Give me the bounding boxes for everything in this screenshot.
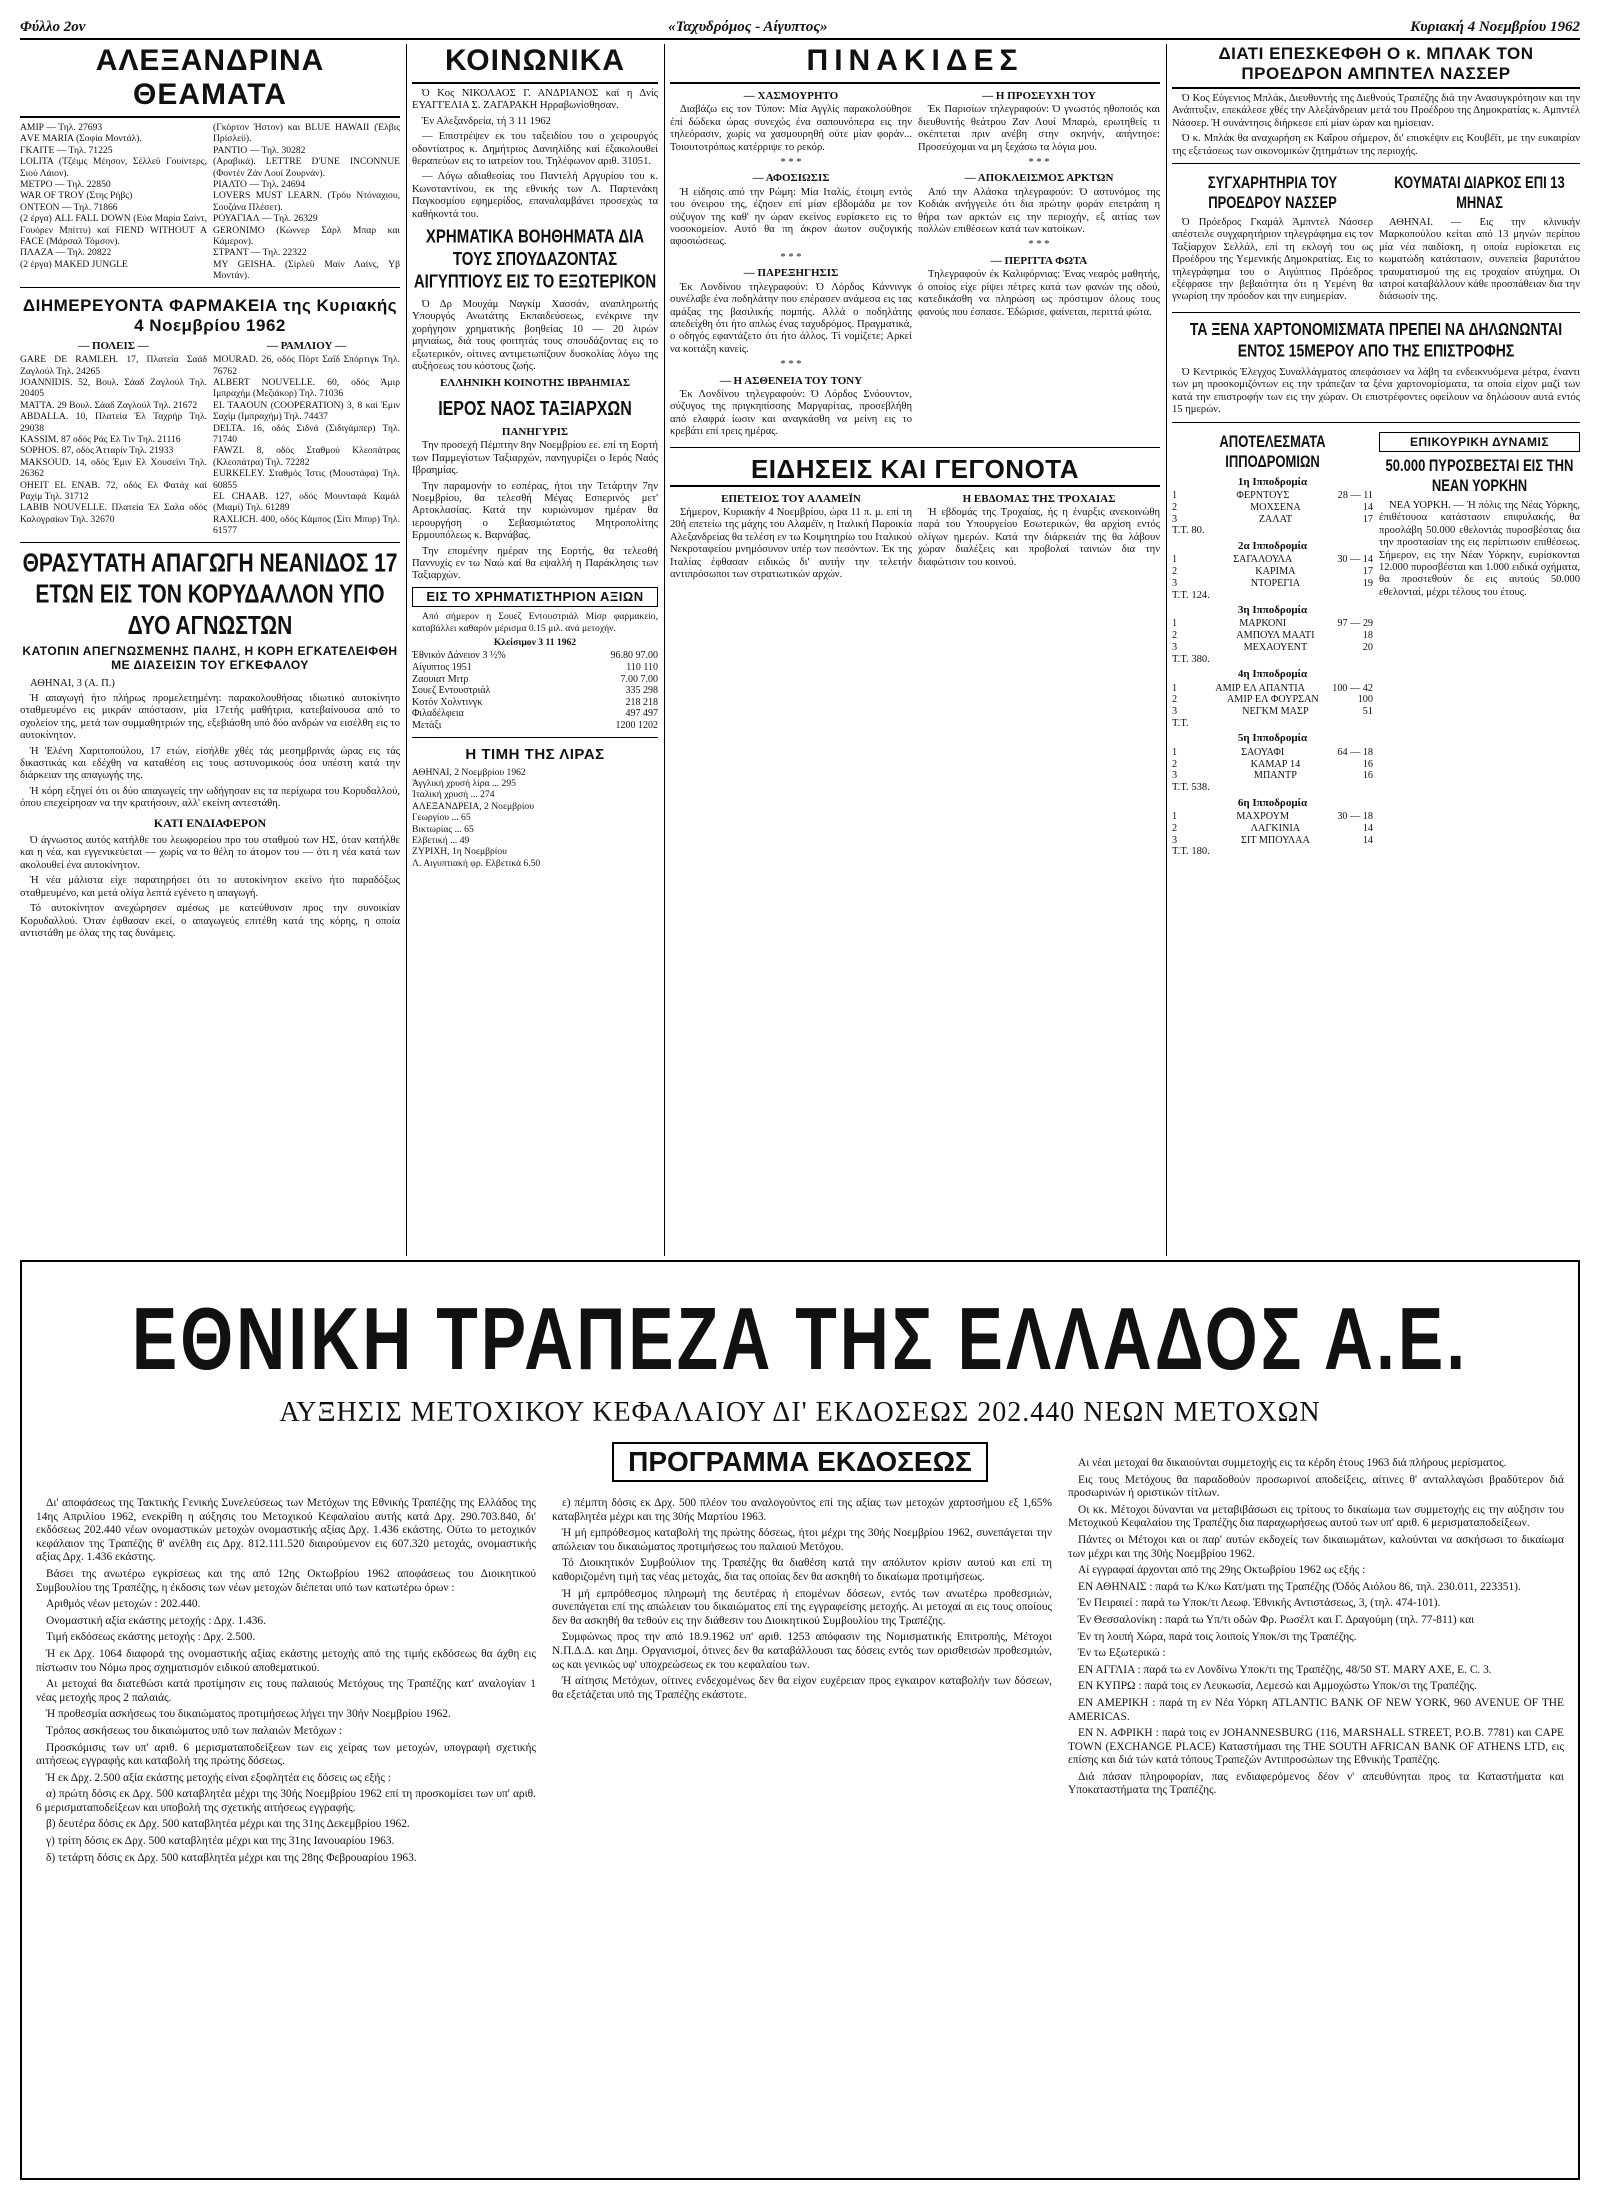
race-position: 2 bbox=[1172, 758, 1178, 770]
race-row bbox=[1172, 566, 1373, 578]
races-headline: ΑΠΟΤΕΛΕΣΜΑΤΑ ΙΠΠΟΔΡΟΜΙΩΝ bbox=[1219, 431, 1326, 471]
pharmacy-entry: RAXLICH. 400, οδός Κάμπος (Σίτι Μπυρ) Τηλ. 61577 bbox=[213, 513, 400, 537]
terms-paragraph: Τό Διοικητικόν Συμβούλιον της Τραπέζης θα διαθέση κατά την απόλυτον κρίσιν αυτού και επί τη καθοριζομένη τιμή τας νέας μετοχάς, δια τας οποίας δεν θα ασκηθή το δικαίωμα προτιμήσεως. bbox=[552, 1557, 1052, 1583]
terms-paragraph: Ή μή εμπρόθεσμος πληρωμή της δευτέρας ή επομένων δόσεων, εντός των ανωτέρω προθεσμιών, συνεπάγεται επί της απώλειαν του δικαιώματος επί της εγγραφείσης μετοχής. Αι μετοχαί αι εις τους οποίους δεν θα ασκηθή θα τεθούν εις την διάθεσιν του Διοικητικού Συμβουλίου της Τραπέζης. bbox=[552, 1587, 1052, 1627]
market-security: Έθνικόν Δάνειον 3 ½% bbox=[412, 650, 506, 662]
gold-price-line: ΑΛΕΞΑΝΔΡΕΙΑ, 2 Νοεμβρίου bbox=[412, 800, 534, 812]
race-odds: 19 bbox=[1362, 577, 1373, 589]
race-odds: 20 bbox=[1362, 641, 1373, 653]
cinema-entry: MY GEISHA. (Σίρλεϋ Μαίν Λαίνς, Υβ Μοντάν). bbox=[213, 258, 400, 282]
race-position: 1 bbox=[1172, 489, 1178, 501]
race-heading: 3η Ιπποδρομία bbox=[1237, 603, 1308, 616]
race-horse: ΑΜΙΡ ΕΛ ΦΟΥΡΣΑΝ bbox=[1226, 694, 1319, 706]
race-position: 2 bbox=[1172, 694, 1178, 706]
terms-paragraph: ΕΝ ΑΘΗΝΑΙΣ : παρά τω Κ/κω Κατ/ματι της Τραπέζης (Όδός Αιόλου 86, τηλ. 230.011, 223351). bbox=[1078, 1580, 1521, 1593]
market-security: Ζαουιατ Μιτρ bbox=[412, 673, 469, 685]
race-tote: Τ.Τ. 124. bbox=[1172, 589, 1210, 601]
upper-section bbox=[20, 44, 1580, 1256]
race-position: 3 bbox=[1172, 834, 1178, 846]
terms-paragraph: Αριθμός νέων μετοχών : 202.440. bbox=[46, 1598, 201, 1611]
market-security: Φιλαδέλφεια bbox=[412, 708, 464, 720]
article-paragraph: Ό κ. Μπλάκ θα αναχωρήση εκ Καΐρου σήμερον, δι' επισκέψιν εις Κουβέϊτ, με την ευκαιρίαν της εξετάσεως των οικονομικών ζητημάτων της περιοχής. bbox=[1172, 133, 1580, 157]
race-odds: 16 bbox=[1362, 770, 1373, 782]
notice-separator: * * * bbox=[1028, 157, 1050, 169]
notices-right bbox=[918, 88, 1160, 442]
cinema-entry: ΓΚΑΙΤΕ — Τηλ. 71225 bbox=[20, 144, 113, 156]
race-row bbox=[1172, 514, 1373, 526]
notice-text: Έκ Λονδίνου τηλεγραφούν: Ό Λόρδος Κάννινγκ συνέλαβε ένα ποδηλάτην που επέρασεν ανάμεσα εις τας αμάξας της βασιλικής πομπής. Αλλά ο ποδηλάτης απεδείχθη ότι ήτο απλώς ένας ταχυδρόμος. Πραγματικά, ο οδηγός εφαντάζετο ότι ήτο άλλος. Τί νομίζετε; Αρκεί να κοιτάξη κανείς. bbox=[670, 281, 912, 355]
race-row bbox=[1172, 811, 1373, 823]
notices-title: ΠΙΝΑΚΙΔΕΣ bbox=[670, 44, 1160, 84]
terms-paragraph: ΕΝ ΑΜΕΡΙΚΗ : παρά τη εν Νέα Υόρκη ATLANTIC BANK OF NEW YORK, 960 AVENUE OF THE AMERICAS. bbox=[1068, 1696, 1564, 1723]
market-row bbox=[412, 708, 658, 720]
race-row bbox=[1172, 823, 1373, 835]
race-position: 2 bbox=[1172, 501, 1178, 513]
traffic-article: Ή εβδομάς της Τροχαίας, ής η έναρξις ανεκοινώθη παρά του Υπουργείου Εσωτερικών, θα αρχίση εντός ολίγων ημερών. Κατά την διάρκειάν της θα λάβουν χώραν διαλέξεις και προβολαί ταινιών δια την διαφώτισιν του κοινού. bbox=[918, 506, 1160, 568]
issue-program-label: ΠΡΟΓΡΑΜΜΑ ΕΚΔΟΣΕΩΣ bbox=[612, 1442, 988, 1482]
pharmacy-entry: EL TAAOUN (COOPERATION) 3, 8 καί Έμιν Σαχίμ (Ιμπραχήμ) Τηλ. 74437 bbox=[213, 399, 400, 423]
article-paragraph: Την παραμονήν το εσπέρας, ήτοι την Τετάρτην 7ην Νοεμβρίου, θα τελεσθή Μέγας Εσπερινός μετ' Αρτοκλασίας. Κατά την κυριώνυμον ημέραν θα ιερουργήση ο Σεβασμιώτατος Μητροπολίτης Ερμουπόλεως κ. Βαρνάβας. bbox=[412, 480, 658, 542]
traffic-heading: Η ΕΒΔΟΜΑΣ ΤΗΣ ΤΡΟΧΑΙΑΣ bbox=[962, 492, 1116, 505]
race-position: 3 bbox=[1172, 706, 1178, 718]
race-row bbox=[1172, 554, 1373, 566]
terms-paragraph: Πάντες οι Μέτοχοι και οι παρ' αυτών εκδοχείς των δικαιωμάτων, καλούνται να ασκήσωσι το δικαίωμα των μέχρι και της 30ής Νοεμβρίου 1962. bbox=[1068, 1533, 1564, 1560]
notice-heading: — ΑΦΟΣΙΩΣΙΣ bbox=[752, 172, 830, 185]
pharmacy-entry: SOPHOS. 87, οδός Άτταρίν Τηλ. 21933 bbox=[20, 445, 174, 457]
terms-paragraph: Έν Θεσσαλονίκη : παρά τω Υπ/τι οδών Φρ. Ρωσέλτ και Γ. Δραγούμη (τηλ. 77-811) και bbox=[1078, 1613, 1475, 1626]
race-horse: ΜΑΧΡΟΥΜ bbox=[1236, 810, 1290, 822]
race-tote: Τ.Τ. 80. bbox=[1172, 525, 1205, 537]
race-row bbox=[1172, 694, 1373, 706]
terms-paragraph: δ) τετάρτη δόσις εκ Δρχ. 500 καταβλητέα μέχρι και της 28ης Φεβρουαρίου 1963. bbox=[46, 1851, 417, 1864]
aid-headline: ΧΡΗΜΑΤΙΚΑ ΒΟΗΘΗΜΑΤΑ ΔΙΑ ΤΟΥΣ ΣΠΟΥΔΑΖΟΝΤΑΣ ΑΙΓΥΠΤΙΟΥΣ ΕΙΣ ΤΟ ΕΞΩΤΕΡΙΚΟΝ bbox=[413, 226, 657, 293]
notice-heading: — Η ΠΡΟΣΕΥΧΗ ΤΟΥ bbox=[982, 90, 1096, 102]
race-row bbox=[1172, 578, 1373, 590]
bank-terms-col3 bbox=[1068, 1457, 1564, 2157]
newspaper-page bbox=[20, 10, 1580, 2180]
bank-subtitle: ΑΥΞΗΣΙΣ ΜΕΤΟΧΙΚΟΥ ΚΕΦΑΛΑΙΟΥ ΔΙ' ΕΚΔΟΣΕΩΣ 202.440 ΝΕΩΝ ΜΕΤΟΧΩΝ bbox=[279, 1397, 1321, 1428]
race-odds: 100 bbox=[1357, 694, 1373, 706]
terms-paragraph: Συμφώνως προς την από 18.9.1962 υπ' αριθ. 1253 απόφασιν της Νομισματικής Επιτροπής, Μέτοχοι Ν.Π.Δ.Δ. και Δημ. Οργανισμοί, ότινες δεν θα καταβάλλουσι τας δόσεις εντός των ορισθεισών προθεσμιών, ως και γενικώς υφ' υποχρεώσεως εκ του κεφαλαίου των. bbox=[552, 1631, 1052, 1671]
social-item: — Λόγω αδιαθεσίας του Παντελή Αργυρίου του κ. Κωνσταντίνου, εκ της εθνικής των Λ. Παρτενάκη Παγκοσμίου εφημερίδος, επαναλαμβάνει προσεχώς τα καθήκοντά του. bbox=[412, 171, 658, 220]
market-security: Μετάξι bbox=[412, 719, 442, 731]
race-position: 1 bbox=[1172, 810, 1178, 822]
pharmacy-entry: MAKSOUD. 14, οδός Έμιν Ελ Χουσεϊνι Τηλ. 26362 bbox=[20, 456, 207, 480]
race-odds: 14 bbox=[1362, 822, 1373, 834]
notice-heading: — ΠΑΡΕΞΗΓΗΣΙΣ bbox=[743, 267, 839, 280]
issue-date: Κυριακή 4 Νοεμβρίου 1962 bbox=[1410, 19, 1580, 35]
market-row bbox=[412, 685, 658, 697]
race-horse: ΝΕΓΚΜ ΜΑΣΡ bbox=[1242, 706, 1309, 718]
article-paragraph: Ή απαγωγή ήτο πλήρως προμελετημένη: παρακολουθήσας ιδιωτικό αυτοκίνητο σταθμευμένο εις μικράν απόστασιν, μία 17ετής μαθήτρια, κατεβαίνουσα από το σχολείον της, μετά των συμμαθητριών της, εξεβιάσθη υπό δύο ανδρών να εισέλθη εις το αυτοκίνητον. bbox=[20, 693, 400, 742]
article-paragraph: Ό Κος Εύγενιος Μπλάκ, Διευθυντής της Διεθνούς Τραπέζης διά την Ανασυγκρότησιν και την Ανάπτυξιν, επεκάλεσε χθές την Αλεξάνδρειαν μετά του Προέδρου της Δημοκρατίας κ. Αμπντέλ Νάσσερ. Ή συνάντησις διήρκεσε επί μίαν ώραν και ημίσειαν. bbox=[1172, 93, 1580, 129]
column-notices bbox=[670, 44, 1160, 1256]
race-heading: 6η Ιπποδρομία bbox=[1237, 796, 1308, 809]
firemen-article: ΝΕΑ ΥΟΡΚΗ. — Ή πόλις της Νέας Υόρκης, έπιθέτουσα κατάστασιν επιφυλακής, θα προσλάβη 50.000 εθελοντάς πυροσβέστας δια την προστασίαν της εις περίπτωσιν επιθέσεως. Σήμερον, εις την Νέαν Υόρκην, ευρίσκονται 12.000 πυροσβέσται και 1.000 ειδικά οχήματα, θα προστεθούν δε εις αυτούς 50.000 εθελονταί, μέχρι τέλους του έτους. bbox=[1379, 499, 1580, 598]
cinema-entry: (Αραβικά). LETTRE D'UNE INCONNUE (Φοντέν Ζάν Λουί Ζουρνάν). bbox=[213, 156, 400, 179]
market-price: 96.80 97.00 bbox=[610, 650, 658, 662]
cinema-entry: LOLITA (Τζέιμς Μέησον, Σέλλεϋ Γουίντερς, Σιού Λάιον). bbox=[20, 156, 207, 179]
gold-price-line: Ελβετική ... 49 bbox=[412, 835, 470, 846]
cinema-entry: ΠΛΑΖΑ — Τηλ. 20822 bbox=[20, 247, 112, 259]
race-odds: 17 bbox=[1362, 513, 1373, 525]
social-item: Ό Κος ΝΙΚΟΛΑΟΣ Γ. ΑΝΔΡΙΑΝΟΣ καί η Δνίς ΕΥΑΓΓΕΛΙΑ Σ. ΖΑΓΑΡΑΚΗ Ηρραβωνίσθησαν. bbox=[412, 88, 658, 112]
race-horse: ΜΠΑΝΤΡ bbox=[1253, 770, 1297, 782]
abduction-subheadline: ΚΑΤΟΠΙΝ ΑΠΕΓΝΩΣΜΕΝΗΣ ΠΑΛΗΣ, Η ΚΟΡΗ ΕΓΚΑΤΕΛΕΙΦΘΗ ΜΕ ΔΙΑΣΕΙΣΙΝ ΤΟΥ ΕΓΚΕΦΑΛΟΥ bbox=[22, 643, 398, 672]
running-header bbox=[20, 10, 1580, 40]
article-paragraph: ΑΘΗΝΑΙ, 3 (Α. Π.) bbox=[30, 677, 115, 689]
race-position: 1 bbox=[1172, 682, 1178, 694]
cinema-entry: ΑΜΙΡ — Τηλ. 27693 bbox=[20, 122, 103, 133]
race-horse: ΑΜΠΟΥΛ ΜΑΑΤΙ bbox=[1236, 630, 1315, 642]
pharmacy-entry: ALBERT NOUVELLE. 60, οδός Άμιρ Ιμπραχήμ (Μεζιάκορ) Τηλ. 71036 bbox=[213, 376, 400, 400]
article-paragraph: Ή 'Ελένη Χαριτοπούλου, 17 ετών, είσήλθε χθές τάς μεσημβρινάς ώρας εις τάς δικαστικάς και εδέχθη να καταθέση εις τους αστυνομικούς όσα υπέστη κατά την διάρκειαν της απαγωγής της. bbox=[20, 745, 400, 782]
pharmacy-entry: KASSIM. 87 οδός Ράς Ελ Τιν Τηλ. 21116 bbox=[20, 433, 181, 445]
terms-paragraph: γ) τρίτη δόσις εκ Δρχ. 500 καταβλητέα μέχρι και της 31ης Ιανουαρίου 1963. bbox=[46, 1835, 395, 1848]
social-title: ΚΟΙΝΩΝΙΚΑ bbox=[412, 44, 658, 84]
coma-headline: ΚΟΥΜΑΤΑΙ ΔΙΑΡΚΟΣ ΕΠΙ 13 ΜΗΝΑΣ bbox=[1394, 173, 1565, 212]
race-odds: 18 bbox=[1362, 630, 1373, 642]
church-article bbox=[412, 440, 658, 582]
race-position: 3 bbox=[1172, 770, 1178, 782]
pharmacy-entry: FAWZI. 8, οδός Σταθμού Κλεοπάτρας (Κλεοπάτρα) Τηλ. 72282 bbox=[213, 445, 400, 468]
aid-article bbox=[412, 299, 658, 373]
race-row bbox=[1172, 502, 1373, 514]
terms-paragraph: Ονομαστική αξία εκάστης μετοχής : Δρχ. 1.436. bbox=[46, 1614, 266, 1627]
race-horse: ΑΜΙΡ ΕΛ ΑΠΑΝΤΙΑ bbox=[1215, 682, 1305, 694]
market-table bbox=[412, 650, 658, 731]
abduction-article-cont bbox=[20, 835, 400, 940]
cinema-entry: ΡΙΑΛΤΟ — Τηλ. 24694 bbox=[213, 179, 306, 191]
notice-separator: * * * bbox=[1028, 239, 1050, 251]
cinema-listings bbox=[20, 122, 400, 282]
market-price: 110 110 bbox=[626, 662, 658, 673]
terms-paragraph: ΕΝ ΚΥΠΡΩ : παρά τοις εν Λευκωσία, Λεμεσώ και Αμμοχώστω Υποκ/σι της Τραπέζης. bbox=[1078, 1680, 1477, 1693]
market-price: 335 298 bbox=[625, 685, 658, 697]
terms-paragraph: Έν τη λοιπή Χώρα, παρά τοις λοιποίς Υποκ/σι της Τραπέζης. bbox=[1078, 1630, 1357, 1643]
abduction-headline: ΘΡΑΣΥΤΑΤΗ ΑΠΑΓΩΓΗ ΝΕΑΝΙΔΟΣ 17 ΕΤΩΝ ΕΙΣ ΤΟΝ ΚΟΡΥΔΑΛΛΟΝ ΥΠΟ ΔΥΟ ΑΓΝΩΣΤΩΝ bbox=[22, 548, 398, 640]
currency-article: Ό Κεντρικός Έλεγχος Συναλλάγματος απεφάσισεν να λάβη τα ενδεικνυόμενα μέτρα, έναντι των μη προσκομιζόντων εις την τράπεζαν τα ξένα χαρτονομίσματα, τα οποία είχον μαζί των κατά την επιστροφήν των εις την χώραν. Οι επιστρέφοντες οφείλουν να δηλώσουν αυτά εντός 15 ημερών. bbox=[1172, 366, 1580, 416]
cinema-list-left bbox=[20, 122, 207, 282]
community-heading: ΕΛΛΗΝΙΚΗ ΚΟΙΝΟΤΗΣ ΙΒΡΑΗΜΙΑΣ bbox=[439, 376, 631, 389]
market-intro: Από σήμερον η Σουεζ Εντουστριάλ Μίσρ φαρμακείο, καταβάλλει καθαρόν μέρισμα 0.15 μιλ. ανά μετοχήν. bbox=[412, 611, 658, 634]
notices-left bbox=[670, 88, 912, 442]
race-heading: 4η Ιπποδρομία bbox=[1237, 668, 1308, 681]
social-item: Έν Αλεξανδρεία, τή 3 11 1962 bbox=[422, 115, 551, 127]
terms-paragraph: Έν τω Εξωτερικώ : bbox=[1078, 1647, 1166, 1660]
church-subheading: ΠΑΝΗΓΥΡΙΣ bbox=[501, 425, 569, 438]
cinema-entry: GERONIMO (Κώννερ Σάρλ Μπαρ και Κάμερον). bbox=[213, 224, 400, 248]
terms-paragraph: ε) πέμπτη δόσις εκ Δρχ. 500 πλέον του αναλογούντος επί της αξίας των μετοχών χαρτοσήμου εξ 1,65% καταβλητέα μέχρι και της 30ής Μαρτίου 1963. bbox=[552, 1497, 1052, 1523]
masthead-name: «Ταχυδρόμος - Αίγυπτος» bbox=[668, 19, 828, 35]
congrats-headline: ΣΥΓΧΑΡΗΤΗΡΙΑ ΤΟΥ ΠΡΟΕΔΡΟΥ ΝΑΣΣΕΡ bbox=[1207, 173, 1338, 212]
race-horse: ΝΤΟΡΕΓΙΑ bbox=[1250, 577, 1301, 589]
race-results bbox=[1172, 476, 1373, 859]
pharmacy-entry: MATTA. 29 Βουλ. Σάαδ Ζαγλούλ Τηλ. 21672 bbox=[20, 399, 198, 411]
pharmacy-entry: EL CHAAB. 127, οδός Μουνταφά Καμάλ (Μιαμί) Τηλ. 61289 bbox=[213, 490, 400, 514]
race-tote: Τ.Τ. 380. bbox=[1172, 653, 1210, 665]
gold-price-line: Γεωργίου ... 65 bbox=[412, 812, 471, 824]
race-row bbox=[1172, 490, 1373, 502]
news-headline: ΕΙΔΗΣΕΙΣ ΚΑΙ ΓΕΓΟΝΟΤΑ bbox=[670, 453, 1160, 487]
race-position: 1 bbox=[1172, 618, 1178, 630]
race-tote: Τ.Τ. bbox=[1172, 717, 1189, 729]
race-horse: ΚΑΜΑΡ 14 bbox=[1250, 758, 1301, 770]
race-odds: 30 — 14 bbox=[1337, 554, 1373, 566]
race-tote: Τ.Τ. 538. bbox=[1172, 782, 1210, 794]
pharmacy-entry: GARE DE RAMLEH. 17, Πλατεία Σαάδ Ζαγλούλ Τηλ. 24265 bbox=[20, 354, 207, 377]
pharmacy-title: ΔΙΗΜΕΡΕΥΟΝΤΑ ΦΑΡΜΑΚΕΙΑ της Κυριακής 4 Νοεμβρίου 1962 bbox=[22, 295, 398, 335]
pharmacy-listings bbox=[20, 339, 400, 537]
race-odds: 97 — 29 bbox=[1337, 618, 1373, 630]
race-horse: ΜΑΡΚΟΝΙ bbox=[1239, 618, 1287, 630]
pharmacy-list-city bbox=[20, 354, 207, 525]
race-odds: 16 bbox=[1362, 758, 1373, 770]
gold-price-line: Λ. Αιγυπτιακή φρ. Ελβετικά 6.50 bbox=[412, 857, 541, 869]
market-row bbox=[412, 697, 658, 709]
race-odds: 100 — 42 bbox=[1332, 682, 1373, 694]
column-social bbox=[412, 44, 658, 1256]
article-paragraph: Την επομένην ημέραν της Εορτής, θα τελεσθή Παννυχίς εν τω Ναώ καί θα εψαλλή η Παράκλησις των Ταξιαρχών. bbox=[412, 545, 658, 582]
terms-paragraph: Προσκόμισις των υπ' αριθ. 6 μερισματαποδείξεων των εις χείρας των μετοχών, υπογραφή σχετικής αιτήσεως εγγραφής και καταβολή της πρώτης δόσεως. bbox=[36, 1741, 536, 1768]
currency-headline: ΤΑ ΞΕΝΑ ΧΑΡΤΟΝΟΜΙΣΜΑΤΑ ΠΡΕΠΕΙ ΝΑ ΔΗΛΩΝΩΝΤΑΙ ΕΝΤΟΣ 15ΜΕΡΟΥ ΑΠΟ ΤΗΣ ΕΠΙΣΤΡΟΦΗΣ bbox=[1189, 318, 1563, 360]
race-position: 2 bbox=[1172, 822, 1178, 834]
market-price: 218 218 bbox=[625, 696, 658, 708]
bank-title: ΕΘΝΙΚΗ ΤΡΑΠΕΖΑ ΤΗΣ ΕΛΛΑΔΟΣ Α.Ε. bbox=[131, 1289, 1469, 1389]
cyprus-headline: ΕΠΙΚΟΥΡΙΚΗ ΔΥΝΑΜΙΣ bbox=[1379, 432, 1580, 452]
cinema-entry: ΜΕΤΡΟ — Τηλ. 22850 bbox=[20, 179, 111, 191]
pharmacy-entry: ABDALLA. 10, Πλατεία Έλ Ταχρήρ Τηλ. 29038 bbox=[20, 411, 207, 434]
race-position: 1 bbox=[1172, 554, 1178, 566]
notice-text: Ή είδησις από την Ρώμη: Μία Ιταλίς, έτοιμη εντός του όνειρου της, έζησεν επί μίαν εβδομάδα με τον σύζυγον της καθ' ην ώραν εκείνος ευρίσκετο εις το νοσοκομείον. Αυτό θα πη άκρον άωτον συζυγικής αφοσιώσεως. bbox=[670, 186, 912, 248]
terms-paragraph: α) πρώτη δόσις εκ Δρχ. 500 καταβλητέα μέχρι της 30ής Νοεμβρίου 1962 επί τη προσκομίσει των υπ' αριθ. 6 μερισματαποδείξεων και υποβολή της σχετικής αιτήσεως εγγραφής. bbox=[36, 1788, 536, 1814]
pharmacy-entry: DELTA. 16, οδός Σιδνά (Σιδιγάμπερ) Τηλ. 71740 bbox=[213, 422, 400, 445]
article-paragraph: Ή κόρη εξηγεί ότι οι δύο απαγωγείς την ωδήγησαν εις τα περίχωρα του Κορυδαλλού, όπου επεχείρησαν να την κρατήσουν, αλλ' εκείνη αντεστάθη. bbox=[20, 785, 400, 810]
bank-terms-col1 bbox=[36, 1497, 536, 2197]
market-price: 497 497 bbox=[625, 708, 658, 720]
terms-paragraph: Τρόπος ασκήσεως του δικαιώματος υπό των παλαιών Μετόχων : bbox=[46, 1724, 343, 1737]
cinema-entry: (2 έργα) MAKED JUNGLE bbox=[20, 258, 128, 270]
market-security: Αίγυπτος 1951 bbox=[412, 662, 472, 673]
article-paragraph: Τό αυτοκίνητον ανεχώρησεν αμέσως με κατεύθυνσιν προς την συνοικίαν Κορυδαλλού. Όταν έφθασαν εκεί, ο απαγωγεύς επιτέθη κατά της κόρης, η οποία αντιστάθη με όλας της τας δυνάμεις. bbox=[20, 903, 400, 939]
cinema-entry: ΑVE MARIA (Σοφία Μοντάλ). bbox=[20, 133, 142, 145]
notice-heading: — Η ΑΣΘΕΝΕΙΑ ΤΟΥ ΤΟΝΥ bbox=[719, 374, 863, 387]
terms-paragraph: Ή προθεσμία ασκήσεως του δικαιώματος προτιμήσεως λήγει την 30ήν Νοεμβρίου 1962. bbox=[46, 1708, 451, 1721]
race-tote: Τ.Τ. 180. bbox=[1172, 846, 1210, 858]
cinema-list-right bbox=[213, 122, 400, 282]
race-position: 3 bbox=[1172, 577, 1178, 589]
church-headline: ΙΕΡΟΣ ΝΑΟΣ ΤΑΞΙΑΡΧΩΝ bbox=[438, 398, 632, 421]
race-horse: ΚΑΡΙΜΑ bbox=[1255, 565, 1296, 577]
race-position: 1 bbox=[1172, 746, 1178, 758]
market-price: 1200 1202 bbox=[615, 719, 658, 731]
notice-text: Έκ Λονδίνου τηλεγραφούν: Ό Λόρδος Σνόουντον, σύζυγος της πριγκηπίσσης Μαργαρίτας, προσεβλήθη από ελαφρά ίωσιν και αναγκάσθη να μείνη εις το κρεβάτι επί τρεις ημέρας. bbox=[670, 388, 912, 438]
race-row bbox=[1172, 642, 1373, 654]
gold-price-line: ΖΥΡΙΧΗ, 1η Νοεμβρίου bbox=[412, 846, 507, 858]
race-odds: 64 — 18 bbox=[1337, 746, 1373, 758]
race-position: 2 bbox=[1172, 630, 1178, 642]
cinema-entry: WAR OF TROY (Στης Ρήβς) bbox=[20, 190, 133, 202]
terms-paragraph: Ή εκ Δρχ. 2.500 αξία εκάστης μετοχής είναι εξοφλητέα εις δόσεις ως εξής : bbox=[46, 1771, 391, 1784]
race-horse: ΦΕΡΝΤΟΥΣ bbox=[1236, 489, 1290, 501]
gold-price-line: ΑΘΗΝΑΙ, 2 Νοεμβρίου 1962 bbox=[412, 766, 526, 778]
race-horse: ΜΟΧΣΕΝΑ bbox=[1250, 501, 1301, 513]
notice-text: Τηλεγραφούν έκ Καλιφόρνιας: Ένας νεαρός μαθητής, ό οποίος είχε ρίψει πέτρες κατά των φανών της οδού, κατεδικάσθη να πληρώση ως πρόστιμον όλους τους φανούς που έσπασε. Έδώρισε, φαίνεται, περιττά φώτα. bbox=[918, 269, 1160, 318]
article-paragraph: Ή νέα μάλιστα είχε παρατηρήσει ότι το αυτοκίνητον εκείνο ήτο παραδόξως σταθμευμένο, και μετά ολίγα λεπτά εγένετο η απαγωγή. bbox=[20, 875, 400, 899]
article-paragraph: Την προσεχή Πέμπτην 8ην Νοεμβρίου εε. επί τη Εορτή των Παμμεγίστων Ταξιαρχών, πανηγυρίζει ο Ιερός Ναός Ιβραημίας. bbox=[412, 440, 658, 477]
cinema-entry: (2 έργα) ALL FALL DOWN (Εύα Μαρία Σαίντ, Γουόρεν Μπίττυ) καί FIEND WITHOUT A FACE (Μάρσαλ Τόμσον). bbox=[20, 213, 207, 248]
race-row bbox=[1172, 706, 1373, 718]
pharmacy-entry: OHEIT EL ENAB. 72, οδός Ελ Φατάχ καί Ραχίμ Τηλ. 31712 bbox=[20, 479, 207, 502]
cinema-entry: (Γκόρτον Ήστον) και BLUE HAWAII (Έλβις Πρίσλεϋ). bbox=[213, 122, 400, 145]
race-position: 2 bbox=[1172, 565, 1178, 577]
black-visit-headline: ΔΙΑΤΙ ΕΠΕΣΚΕΦΘΗ Ο κ. ΜΠΛΑΚ ΤΟΝ ΠΡΟΕΔΡΟΝ ΑΜΠΝΤΕΛ ΝΑΣΣΕΡ bbox=[1172, 44, 1580, 89]
terms-paragraph: Εις τους Μετόχους θα παραδοθούν προσωρινοί αποδείξεις, αίτινες θ' ανταλλαγώσι βραδύτερον διά προσωρινών ή οριστικών τίτλων. bbox=[1068, 1473, 1564, 1500]
race-position: 3 bbox=[1172, 641, 1178, 653]
race-odds: 30 — 18 bbox=[1337, 810, 1373, 822]
notice-text: Διαβάζω εις τον Τύπον: Μία Αγγλίς παρακολούθησε έπί δώδεκα ώρας συνεχώς ένα σαπουνόπερα εις την τηλεόρασιν, χωρίς να χασμουρηθή ούτε μίαν φοράν... Τοιουτοτρόπως κατέρριψε το ρεκόρ. bbox=[670, 104, 912, 153]
cinema-entry: ΣΤΡΑΝΤ — Τηλ. 22322 bbox=[213, 247, 307, 259]
coma-article: ΑΘΗΝΑΙ. — Εις την κλινικήν Μαρκοπούλου κείται από 13 μηνών περίπου μία νέα παιδίσκη, η οποία ευρίσκεται εις κωματώδη κατάστασιν, συνεπεία βαρυτάτου τραυματισμού της εις τροχαίον ατύχημα. Οι ιατροί καταβάλλουν κάθε προσπάθειαν δια την διάσωσίν της. bbox=[1379, 217, 1580, 303]
gold-headline: Η ΤΙΜΗ ΤΗΣ ΛΙΡΑΣ bbox=[465, 745, 605, 763]
congrats-article: Ό Πρόεδρος Γκαμάλ Άμπντελ Νάσσερ απέστειλε συγχαρητήριον τηλεγράφημα εις τον Ταξίαρχον Σελλάλ, επί τη εκλογή του ως Προέδρου της Υεμενικής Δημοκρατίας. Εις το τηλεγράφημα του ο Αιγύπτιος Πρόεδρος εξέφρασε την βεβαιότητα ότι η Υεμένη θα γνωρίση την πρόοδον και την ευημερίαν. bbox=[1172, 217, 1373, 303]
gold-price-line: Ίταλική χρυσή ... 274 bbox=[412, 789, 495, 801]
terms-paragraph: Ή εκ Δρχ. 1064 διαφορά της ονομαστικής αξίας εκάστης μετοχής από της τιμής εκδόσεως θα άχθη εις πίστωσιν του Νόμω προς σχηματισμόν ειδικού αποθεματικού. bbox=[36, 1647, 536, 1674]
gold-price-line: Βικτωρίας ... 65 bbox=[412, 823, 474, 835]
bank-terms-col2 bbox=[552, 1497, 1052, 2197]
terms-paragraph: ΕΝ Ν. ΑΦΡΙΚΗ : παρά τοις εν JOHANNESBURG (116, MARSHALL STREET, P.O.B. 7781) και CAPE TOWN (EXCHANGE PLACE) Καταστήμασι της THE SOUTH AFRICAN BANK OF ATHENS LTD, εις επίσης και διά τών κατά τόπους Τραπεζών Αντιπροσώπων της Εθνικής Τραπέζης. bbox=[1068, 1727, 1564, 1767]
black-visit-article bbox=[1172, 93, 1580, 158]
pharmacy-city-heading: — ΠΟΛΕΙΣ — bbox=[78, 339, 149, 352]
gold-prices bbox=[412, 767, 658, 870]
firemen-headline: 50.000 ΠΥΡΟΣΒΕΣΤΑΙ ΕΙΣ ΤΗΝ ΝΕΑΝ ΥΟΡΚΗΝ bbox=[1385, 455, 1574, 495]
cinemas-title: ΑΛΕΞΑΝΔΡΙΝΑ ΘΕΑΜΑΤΑ bbox=[20, 44, 400, 118]
notice-separator: * * * bbox=[780, 157, 802, 169]
article-paragraph: Ό άγνωστος αυτός κατήλθε του λεωφορείου προ του σταθμού των ΗΣ, όταν κατήλθε και η νέα, και εγγενικεύεται — χωρίς να το θέλη το άτομον του — ότι η νέα κατά των ακολουθεί ένα αυτοκίνητον. bbox=[20, 835, 400, 871]
race-heading: 5η Ιπποδρομία bbox=[1237, 732, 1308, 745]
terms-paragraph: Τιμή εκδόσεως εκάστης μετοχής : Δρχ. 2.500. bbox=[46, 1631, 256, 1644]
race-row bbox=[1172, 759, 1373, 771]
market-security: Κοτόν Χολντινγκ bbox=[412, 696, 483, 708]
market-row bbox=[412, 674, 658, 686]
cinema-entry: ΡΑΝΤΙΟ — Τηλ. 30282 bbox=[213, 144, 306, 156]
bank-advertisement bbox=[20, 1260, 1580, 2180]
terms-paragraph: β) δευτέρα δόσις εκ Δρχ. 500 καταβλητέα μέχρι και της 31ης Δεκεμβρίου 1962. bbox=[46, 1818, 410, 1831]
notice-text: Έκ Παρισίων τηλεγραφούν: Ό γνωστός ηθοποιός και διευθυντής θεάτρου Ζαν Λουί Μπαρώ, ερωτηθείς τι σκέπτεται πριν ανέβη στην σκηνήν, απήντησε: Προσεύχομαι να μη ξεχάσω τα λόγια μου. bbox=[918, 104, 1160, 153]
terms-paragraph: Βάσει της ανωτέρω εγκρίσεως και της από 12ης Οκτωβρίου 1962 αποφάσεως του Διοικητικού Συμβουλίου της Τραπέζης, η έκδοσις των νέων μετοχών διέπεται υπό των κατωτέρω όρων : bbox=[36, 1567, 536, 1594]
terms-paragraph: Αι νέαι μετοχαί θα δικαιούνται συμμετοχής εις τα κέρδη έτους 1963 διά πλήρους μερίσματος. bbox=[1078, 1457, 1507, 1469]
abduction-article bbox=[20, 678, 400, 811]
race-position: 3 bbox=[1172, 513, 1178, 525]
notice-separator: * * * bbox=[780, 359, 802, 371]
race-horse: ΣΑΓΑΛΟΥΛΑ bbox=[1233, 554, 1293, 566]
race-row bbox=[1172, 747, 1373, 759]
race-row bbox=[1172, 630, 1373, 642]
alamein-article: Σήμερον, Κυριακήν 4 Νοεμβρίου, ώρα 11 π. μ. επί τη 20ή επετείω της μάχης του Αλαμέϊν, η Ιταλική Παροικία Αλεξανδρείας θα τελέση εν τω Κοιμητηρίω του Ιταλικού Νεκροταφείου μνημόσυνον υπέρ των πεσόντων. Έκ της Ιταλίας έφθασαν ειδικώς δι' αυτήν την τελετήν αντιπρόσωποι των στρατιωτικών αρχών. bbox=[670, 506, 912, 580]
market-row bbox=[412, 662, 658, 674]
pharmacy-entry: MOURAD. 26, οδός Πόρτ Σαΐδ Σπόρτιγκ Τηλ. 76762 bbox=[213, 354, 400, 377]
market-headline: ΕΙΣ ΤΟ ΧΡΗΜΑΤΙΣΤΗΡΙΟΝ ΑΞΙΩΝ bbox=[412, 587, 658, 607]
page-number: Φύλλο 2ον bbox=[20, 19, 86, 35]
race-row bbox=[1172, 618, 1373, 630]
notice-separator: * * * bbox=[780, 251, 802, 263]
terms-paragraph: Έν Πειραιεί : παρά τω Υποκ/τι Λεωφ. Έθνικής Αντιστάσεως, 3, (τηλ. 474-101). bbox=[1078, 1597, 1441, 1610]
terms-paragraph: Αι μετοχαί θα διατεθώσι κατά προτίμησιν εις τους παλαιούς Μετόχους της Τραπέζης κατ' αναλογίαν 1 νέας μετοχής προς 2 παλαιάς. bbox=[36, 1678, 536, 1704]
pharmacy-ramleh-heading: — ΡΑΜΛΙΟΥ — bbox=[266, 339, 347, 352]
race-horse: ΜΕΧΑΟΥΕΝΤ bbox=[1243, 641, 1308, 653]
notice-heading: — ΧΑΣΜΟΥΡΗΤΟ bbox=[743, 90, 839, 102]
race-odds: 14 bbox=[1362, 501, 1373, 513]
race-row bbox=[1172, 683, 1373, 695]
market-row bbox=[412, 720, 658, 732]
race-odds: 51 bbox=[1362, 706, 1373, 718]
gold-price-line: Άγγλική χρυσή λίρα ... 295 bbox=[412, 777, 516, 789]
column-entertainment bbox=[20, 44, 400, 1256]
terms-paragraph: Οι κκ. Μέτοχοι δύνανται να μεταβιβάσωσι εις τρίτους το δικαίωμα των συμμετοχής εις την αύξησιν του Μετοχικού Κεφαλαίου της Τραπέζης δια παραχωρήσεως αυτού των υπ' αριθ. 6 μερισματαποδείξεων. bbox=[1068, 1503, 1564, 1530]
market-date: Κλείσιμον 3 11 1962 bbox=[493, 637, 577, 648]
terms-paragraph: Δι' αποφάσεως της Τακτικής Γενικής Συνελεύσεως των Μετόχων της Εθνικής Τραπέζης της Ελλάδος της 14ης Απριλίου 1962, ενεκρίθη η αύξησις του Μετοχικού Κεφαλαίου αυτής κατά Δρχ. 290.703.840, δι' εκδόσεως 202.440 νέων ονομαστικών μετοχών ονομαστικής αξίας Δρχ. 1.436 εκάστης. Ούτω το μετοχικόν κεφάλαιον της Τραπέζης θ' ανέλθη εις Δρχ. 812.111.520 διαιρούμενον εις 607.320 μετοχάς, ονομαστικής αξίας Δρχ. 1.436 εκάστης. bbox=[36, 1497, 536, 1564]
alamein-heading: ΕΠΕΤΕΙΟΣ ΤΟΥ ΑΛΑΜΕΪΝ bbox=[721, 492, 861, 505]
terms-paragraph: ΕΝ ΑΓΓΛΙΑ : παρά τω εν Λονδίνω Υποκ/τι της Τραπέζης, 48/50 ST. MARY AXE, E. C. 3. bbox=[1078, 1663, 1492, 1676]
terms-paragraph: Ή αίτησις Μετόχων, οίτινες ενδεχομένως δεν θα είχον ευχέρειαν προς εγκαιρον καταβολήν των δόσεων, θα εξετάζεται υπό της Τραπέζης εκάστοτε. bbox=[552, 1675, 1052, 1701]
social-item: — Επιστρέψεν εκ του ταξειδίου του ο χειρουργός οδοντίατρος κ. Δημήτριος Δανιηλίδης καί έξακολουθεί θεραπεύων εις το ιατρείον του. Τηλέφωνον αριθ. 31051. bbox=[412, 131, 658, 168]
cinema-entry: ΡΟΥΑΓΙΑΛ — Τηλ. 26329 bbox=[213, 213, 318, 225]
abduction-subheading: ΚΑΤΙ ΕΝΔΙΑΦΕΡΟΝ bbox=[153, 815, 267, 830]
race-heading: 1η Ιπποδρομία bbox=[1237, 475, 1308, 488]
market-row bbox=[412, 650, 658, 662]
notice-text: Από την Αλάσκα τηλεγραφούν: Ό αστυνόμος της Κοδιάκ ανήγγειλε ότι δια πρώτην φοράν επετράπη η θήρα των αρκτών εις την περιοχήν, εξ αιτίας των πολλών επιθέσεων κατά των κατοίκων. bbox=[918, 186, 1160, 236]
column-politics bbox=[1172, 44, 1580, 1256]
article-paragraph: Ό Δρ Μουχάμ Ναγκίμ Χασσάν, αναπληρωτής Υπουργός Ανωτάτης Εκπαιδεύσεως, ενέκρινε την χορήγησιν χρηματικής βοηθείας 10 — 20 λιρών μηνιαίως, διά τους φοιτητάς τους σπουδάζοντας εις το εξωτερικόν, οίτινες αντιμετωπίζουν δυσκολίας λόγω της αυξήσεως του κόστους ζωής. bbox=[412, 299, 658, 373]
notice-heading: — ΑΠΟΚΛΕΙΣΜΟΣ ΑΡΚΤΩΝ bbox=[964, 172, 1114, 185]
race-odds: 28 — 11 bbox=[1337, 489, 1373, 501]
pharmacy-entry: LABIB NOUVELLE. Πλατεία Έλ Σαλα οδός Καλογραίων Τηλ. 32670 bbox=[20, 502, 207, 525]
market-price: 7.00 7.00 bbox=[620, 673, 658, 685]
race-horse: ΛΑΓΚΙΝΙΑ bbox=[1250, 822, 1301, 834]
terms-paragraph: Αί εγγραφαί άρχονται από της 29ης Οκτωβρίου 1962 ως εξής : bbox=[1078, 1564, 1366, 1577]
cinema-entry: ΟΝΤΕΟΝ — Τηλ. 71866 bbox=[20, 201, 118, 213]
race-row bbox=[1172, 770, 1373, 782]
race-row bbox=[1172, 835, 1373, 847]
race-horse: ΖΑΛΑΤ bbox=[1258, 513, 1293, 525]
cinema-entry: LOVERS MUST LEARN. (Τρόυ Ντόναχιου, Σουζάνα Πλέσετ). bbox=[213, 190, 400, 213]
notice-heading: — ΠΕΡΙΤΤΑ ΦΩΤΑ bbox=[990, 254, 1088, 267]
terms-paragraph: Ή μή εμπρόθεσμος καταβολή της πρώτης δόσεως, ήτοι μέχρι της 30ής Νοεμβρίου 1962, συνεπάγεται την απώλειαν του δικαιώματος προτιμήσεως του παλαιού Μετόχου. bbox=[552, 1527, 1052, 1553]
race-heading: 2α Ιπποδρομία bbox=[1237, 539, 1308, 552]
race-horse: ΣΑΟΥΑΦΙ bbox=[1241, 746, 1285, 758]
race-odds: 14 bbox=[1362, 834, 1373, 846]
market-security: Σουεζ Εντουστριάλ bbox=[412, 685, 491, 697]
race-horse: ΣΙΤ ΜΠΟΥΛΑΑ bbox=[1240, 834, 1310, 846]
terms-paragraph: Διά πάσαν πληροφορίαν, πας ενδιαφερόμενος δέον ν' απευθύνηται προς τα Καταστήματα και Υποκαταστήματα της Τραπέζης. bbox=[1068, 1770, 1564, 1797]
social-news bbox=[412, 88, 658, 221]
pharmacy-entry: JOANNIDIS. 52, Βουλ. Σάαδ Ζαγλούλ Τηλ. 20405 bbox=[20, 376, 207, 400]
pharmacy-entry: EURKELEY. Σταθμός Ίστις (Μουστάφα) Τηλ. 60855 bbox=[213, 468, 400, 491]
race-odds: 17 bbox=[1362, 565, 1373, 577]
pharmacy-list-ramleh bbox=[213, 354, 400, 537]
